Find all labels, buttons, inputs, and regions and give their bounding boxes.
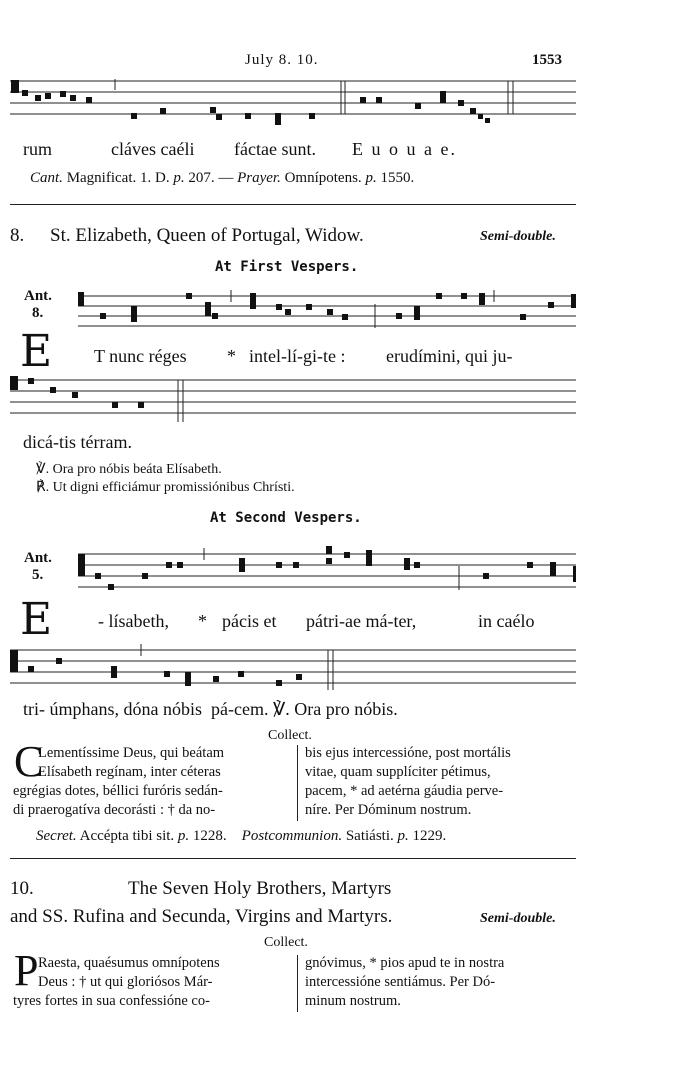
collect-heading-10: Collect. — [264, 935, 308, 950]
feast-8-rank: Semi-double. — [480, 229, 556, 244]
antiphon-2-lyric-a: - lísabeth, — [98, 611, 169, 631]
antiphon-2-lyric-b: pácis et — [222, 611, 277, 631]
collect-8-right-line-1: bis ejus intercessióne, post mortális — [305, 745, 511, 761]
page-number: 1553 — [532, 52, 562, 68]
feast-10-title-line-1: The Seven Holy Brothers, Martyrs — [128, 878, 392, 899]
section-divider-2 — [10, 858, 576, 859]
collect-10-right-line-1: gnóvimus, * pios apud te in nostra — [305, 955, 505, 971]
antiphon-2-lyric-c: pátri-ae má-ter, — [306, 611, 417, 631]
antiphon-1-lyric-c: erudímini, qui ju- — [386, 346, 513, 366]
chant-staff-antiphon-2b — [0, 640, 680, 695]
collect-10-right-line-2: intercessióne sentiámus. Per Dó- — [305, 974, 496, 990]
collect-10-left-line-3: tyres fortes in sua confessióne co- — [13, 993, 210, 1009]
response-line: ℟. Ut digni efficiámur promissiónibus Chrísti. — [36, 480, 295, 495]
lyric-claves-caeli: cláves caéli — [111, 139, 195, 159]
collect-10-initial: P — [14, 946, 39, 995]
collect-heading-8: Collect. — [268, 728, 312, 743]
collect-10-left-line-2: Deus : † ut qui gloriósos Már- — [38, 974, 213, 990]
antiphon-1-asterisk: * — [227, 346, 236, 366]
collect-8-left-line-3: egrégias dotes, béllici furóris sedán- — [13, 783, 223, 799]
secret-postcommunion-reference: Secret. Accépta tibi sit. p. 1228. Postcommunion. Satiásti. p. 1229. — [36, 828, 447, 844]
lyric-rum: rum — [23, 139, 52, 159]
antiphon-2-lyric-e: tri- úmphans, dóna nóbis pá-cem. ℣. Ora pro nóbis. — [23, 699, 398, 719]
feast-10-title-line-2: and SS. Rufina and Secunda, Virgins and Martyrs. — [10, 906, 393, 927]
antiphon-2-lyric-d: in caélo — [478, 611, 535, 631]
versicle-line: ℣. Ora pro nóbis beáta Elísabeth. — [36, 462, 222, 477]
antiphon-1-lyric-d: dicá-tis térram. — [23, 432, 132, 452]
collect-8-left-line-4: di praerogatíva decorásti : † da no- — [13, 802, 216, 818]
collect-10-right-line-3: minum nostrum. — [305, 993, 401, 1009]
chant-staff-antiphon-1a — [0, 284, 680, 334]
feast-8-title: St. Elizabeth, Queen of Portugal, Widow. — [50, 225, 364, 246]
antiphon-2-asterisk: * — [198, 611, 207, 631]
feast-10-rank: Semi-double. — [480, 911, 556, 926]
feast-8-number: 8. — [10, 225, 25, 246]
collect-8-right-line-4: níre. Per Dóminum nostrum. — [305, 802, 472, 818]
section-divider — [10, 204, 576, 205]
column-divider — [297, 745, 298, 821]
column-divider-2 — [297, 955, 298, 1012]
second-vespers-heading: At Second Vespers. — [210, 510, 362, 526]
antiphon-1-lyric-b: intel-lí-gi-te : — [249, 346, 346, 366]
first-vespers-heading: At First Vespers. — [215, 259, 359, 275]
canticle-reference: Cant. Magnificat. 1. D. p. 207. — Prayer. Omnípotens. p. 1550. — [30, 170, 415, 186]
chant-staff-antiphon-1b — [0, 372, 680, 427]
collect-8-right-line-3: pacem, * ad aetérna gáudia perve- — [305, 783, 504, 799]
antiphon-2-initial: E — [20, 594, 53, 645]
antiphon-1-initial: E — [20, 326, 53, 377]
running-title: July 8. 10. — [245, 52, 319, 68]
collect-8-initial: C — [14, 737, 44, 786]
feast-10-number: 10. — [10, 878, 34, 899]
antiphon-1-label: Ant. 8. — [24, 288, 52, 321]
antiphon-1-lyric-a: T nunc réges — [94, 346, 187, 366]
collect-8-left-line-2: Elísabeth regínam, inter céteras — [38, 764, 221, 780]
collect-8-right-line-2: vitae, quam supplíciter pétimus, — [305, 764, 491, 780]
collect-8-left-line-1: Lementíssime Deus, qui beátam — [38, 745, 225, 761]
chant-staff-top — [0, 76, 680, 134]
antiphon-2-label: Ant. 5. — [24, 550, 52, 583]
chant-staff-antiphon-2a — [0, 544, 680, 596]
lyric-euouae: E u o u a e. — [352, 139, 457, 159]
lyric-factae-sunt: fáctae sunt. — [234, 139, 316, 159]
collect-10-left-line-1: Raesta, quaésumus omnípotens — [38, 955, 220, 971]
